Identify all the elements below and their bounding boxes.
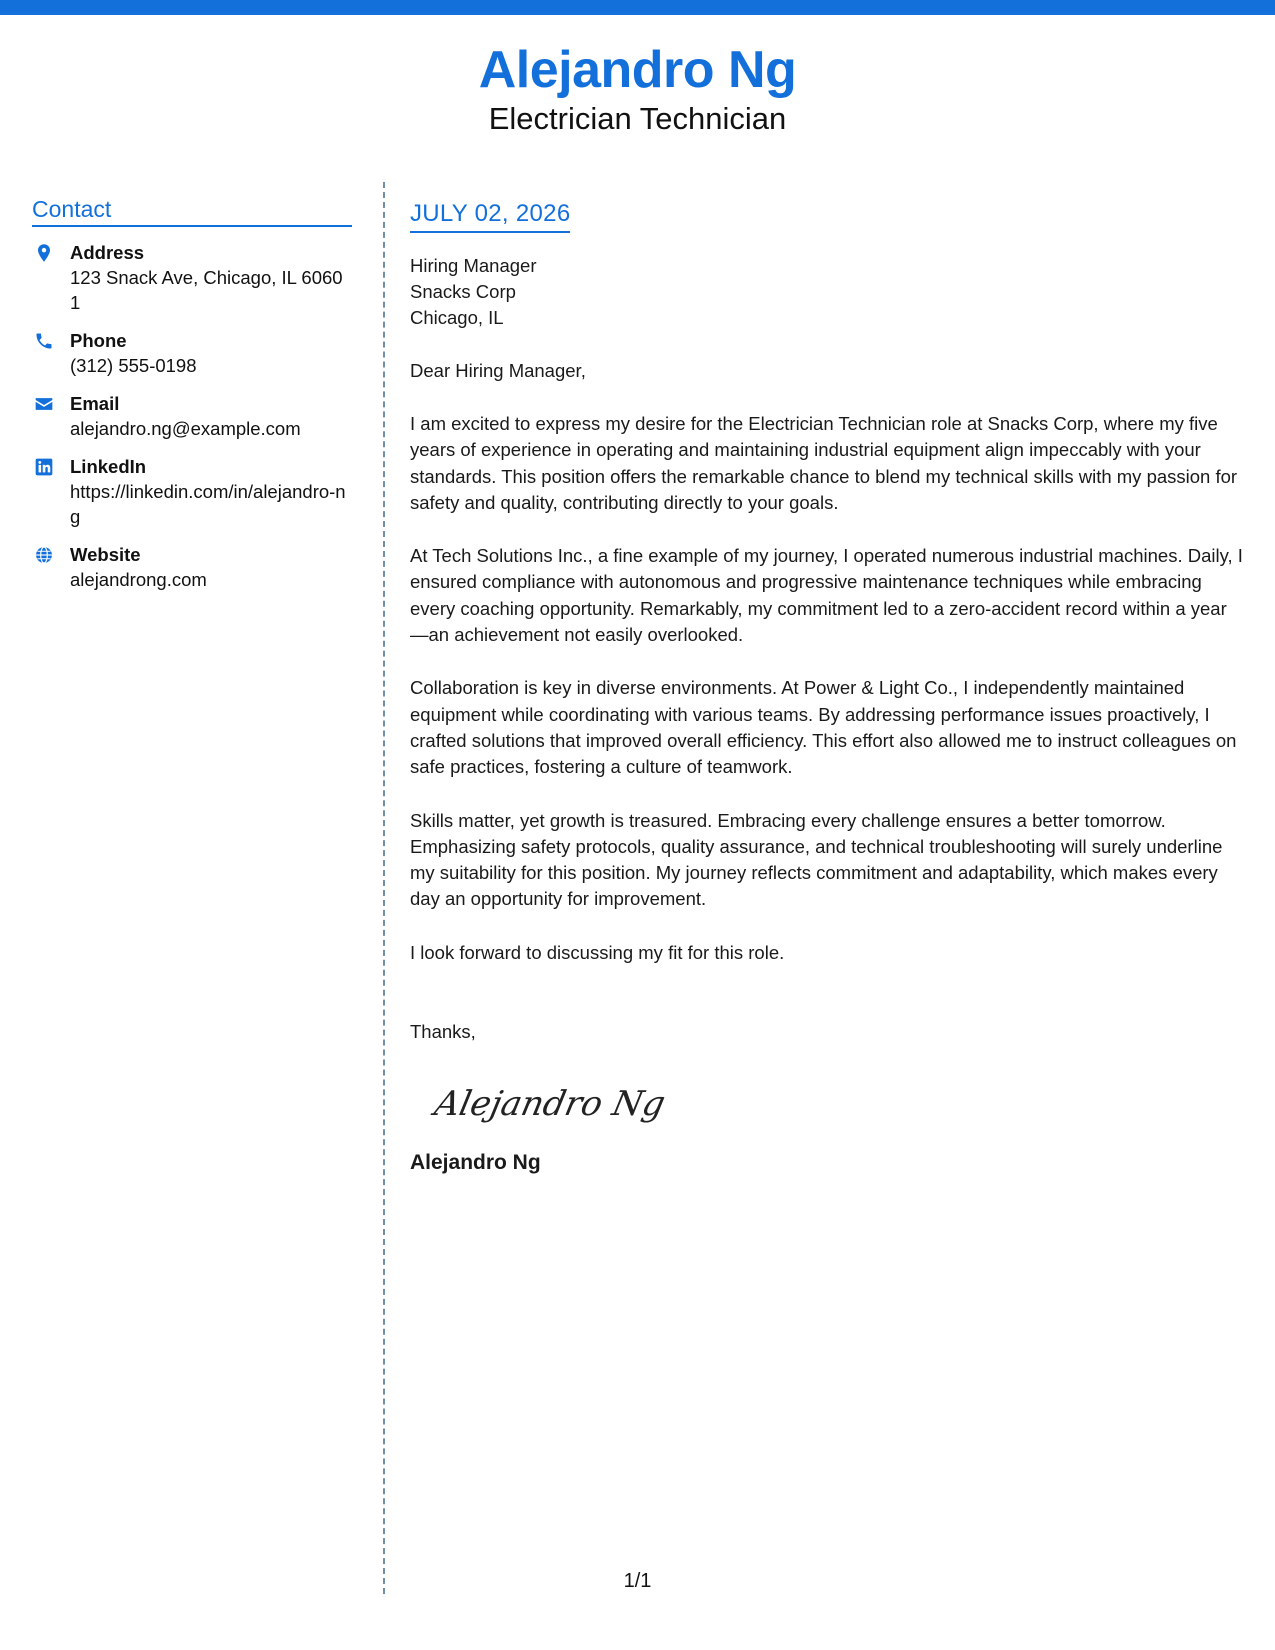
top-accent-bar [0, 0, 1275, 15]
signature-image [430, 1073, 1245, 1133]
column-divider [383, 182, 385, 1594]
contact-value[interactable]: alejandrong.com [70, 569, 207, 590]
contact-list [32, 241, 352, 592]
closing: Thanks, [410, 1021, 476, 1043]
contact-item-phone [32, 329, 352, 378]
contact-label: Email [70, 393, 120, 414]
paragraph: I am excited to express my desire for the Electrician Technician role at Snacks Corp, where my five years of experience in operating and maintaining industrial equipment align impeccably with your standards. This position offers the remarkable chance to blend my technical skills with my passion for safety and quality, contributing directly to your goals. [410, 413, 1238, 513]
contact-value: 123 Snack Ave, Chicago, IL 60601 [70, 267, 343, 313]
signer-name: Alejandro Ng [410, 1151, 541, 1175]
recipient-company: Snacks Corp [410, 281, 516, 302]
applicant-name: Alejandro Ng [478, 41, 797, 99]
location-pin-icon [34, 243, 54, 263]
signature-drawing [430, 1073, 670, 1133]
globe-icon [34, 545, 54, 565]
sidebar [32, 196, 352, 606]
letter-body [410, 200, 1245, 1177]
contact-label: Website [70, 544, 141, 565]
paragraph: Skills matter, yet growth is treasured. Embracing every challenge ensures a better tomorrow. Emphasizing safety protocols, quality assurance, and technical troubleshooting will surely underline my suitability for this position. My journey reflects commitment and adaptability, which makes every day an opportunity for improvement. [410, 809, 1223, 910]
contact-value[interactable]: https://linkedin.com/in/alejandro-ng [70, 481, 346, 527]
recipient-location: Chicago, IL [410, 307, 504, 328]
paragraph: I look forward to discussing my fit for this role. [410, 941, 785, 963]
contact-item-address [32, 241, 352, 315]
contact-item-email [32, 392, 352, 441]
linkedin-icon [34, 457, 54, 477]
phone-icon [34, 331, 54, 351]
contact-label: Phone [70, 330, 127, 351]
contact-item-linkedin [32, 455, 352, 529]
recipient-name: Hiring Manager [410, 255, 537, 276]
header [0, 40, 1275, 138]
recipient-block [410, 253, 1245, 331]
paragraph: At Tech Solutions Inc., a fine example of my journey, I operated numerous industrial machines. Daily, I ensured compliance with autonomous and progressive maintenance techniques while embracing every coaching opportunity. Remarkably, my commitment led to a zero-accident record within a year—an achievement not easily overlooked. [410, 545, 1243, 646]
contact-value: (312) 555-0198 [70, 355, 197, 376]
signature-text: Alejandro Ng [431, 1084, 669, 1124]
letter-date: JULY 02, 2026 [410, 200, 570, 233]
contact-section-title: Contact [32, 196, 352, 227]
contact-label: Address [70, 242, 145, 263]
paragraph: Collaboration is key in diverse environments. At Power & Light Co., I independently maintained equipment while coordinating with various teams. By addressing performance issues proactively, I crafted solutions that improved overall efficiency. This effort also allowed me to instruct colleagues on safe practices, fostering a culture of teamwork. [410, 677, 1237, 778]
job-title: Electrician Technician [488, 101, 787, 136]
page-number: 1/1 [623, 1570, 652, 1592]
contact-item-website [32, 543, 352, 592]
contact-value[interactable]: alejandro.ng@example.com [70, 418, 301, 439]
greeting: Dear Hiring Manager, [410, 360, 586, 381]
contact-label: LinkedIn [70, 456, 147, 477]
envelope-icon [34, 394, 54, 414]
